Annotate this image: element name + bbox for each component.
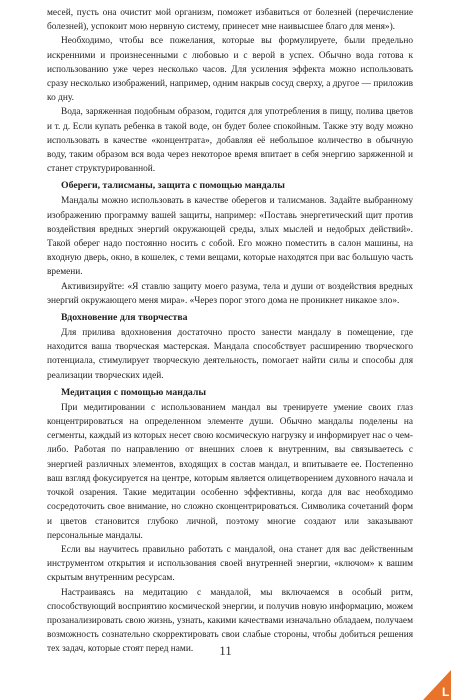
publisher-logo-icon (423, 670, 451, 700)
paragraph: Если вы научитесь правильно работать с мандалой, она станет для вас действенным инструментом открытия и использования своей внутренней энергии, «ключом» к вашим скрытым внутренним ресурсам. (47, 544, 413, 584)
paragraph: Необходимо, чтобы все пожелания, которые вы формулируете, были предельно искренними и произнесенными с любовью и с верой в успех. Обычно вода готова к использованию уже через несколько часов. Для усиления эффекта можно использовать сразу несколько изображений, например, одним накрыв сосуд сверху, а другое — приложив ко дну. (47, 36, 413, 104)
paragraph: Мандалы можно использовать в качестве оберегов и талисманов. Задайте выбранному изображению программу вашей защиты, например: «Поставь энергетический щит против воздействия вредных энергий окружающей среды, злых мыслей и недобрых действий». Такой оберег надо постоянно носить с собой. Его можно поместить в салон машины, на входную дверь, окно, в кошелек, с теми вещами, которые находятся при вас большую часть времени. (47, 196, 413, 278)
paragraph: Вода, заряженная подобным образом, годится для употребления в пищу, полива цветов и т. д. Если купать ребенка в такой воде, он будет более спокойным. Также эту воду можно использовать в качестве «концентрата», добавляя её небольшое количество в обычную воду, таким образом вся вода через некоторое время впитает в себя энергию заряженной и станет структурированной. (47, 107, 413, 175)
paragraph: месей, пусть она очистит мой организм, поможет избавиться от болезней (перечисление болезней), успокоит мою нервную систему, принесет мне наивысшее благо для меня»). (47, 8, 413, 33)
section-heading: Обереги, талисманы, защита с помощью мандалы (61, 180, 285, 192)
page-body (47, 6, 413, 657)
section-heading: Вдохновение для творчества (61, 312, 188, 324)
page-number: 11 (219, 643, 232, 658)
section-heading: Медитация с помощью мандалы (61, 386, 207, 398)
paragraph: Для прилива вдохновения достаточно просто занести мандалу в помещение, где находится ваша творческая мастерская. Мандала способствует расширению творческого потенциала, стимулирует творческую деятельность, помогает найти силы и способы для реализации творческих идей. (47, 328, 413, 381)
paragraph: Активизируйте: «Я ставлю защиту моего разума, тела и души от воздействия вредных энергий окружающего меня мира». «Через порог этого дома не проникнет никакое зло». (47, 281, 413, 306)
paragraph: Настраиваясь на медитацию с мандалой, мы включаемся в особый ритм, способствующий восприятию космической энергии, и получив новую информацию, можем прозанализировать свою жизнь, узнать, какими качествами изначально обладаем, получаем возможность сознательно скорректировать свои слабые стороны, чтобы добиться решения тех задач, которые стоят перед нами. (47, 587, 413, 655)
paragraph: При медитировании с использованием мандал вы тренируете умение своих глаз концентрироваться на определенном элементе души. Обычно мандалы поделены на сегменты, каждый из которых несет свою космическую нагрузку и информирует нас о чем-либо. Работая по направлению от внешних слоев к внутренним, вы связываетесь с энергией различных элементов, входящих в состав мандал, и впитываете ее. Постепенно ваш взгляд фокусируется на центре, которым является олицетворением духовного начала и точкой озарения. Такие медитации особенно эффективны, когда для вас необходимо сосредоточить свое внимание, но сложно сконцентрироваться. Символика сочетаний форм и цветов становится глубоко личной, поэтому многие создают или заказывают персональные мандалы. (47, 402, 413, 541)
logo-letter: L (442, 685, 450, 699)
